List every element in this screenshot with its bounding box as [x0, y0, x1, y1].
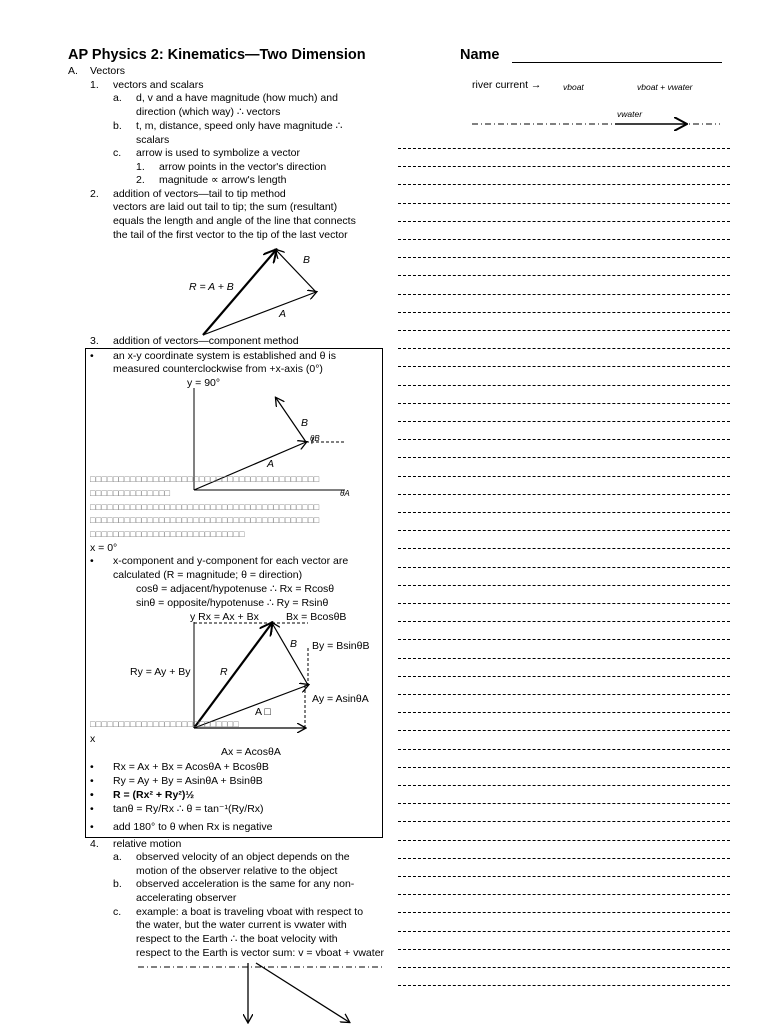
answer-line[interactable] — [398, 840, 730, 841]
rx-label: y Rx = Ax + Bx — [190, 611, 259, 623]
answer-line[interactable] — [398, 239, 730, 240]
bullet-eq4: • — [90, 803, 94, 815]
answer-line[interactable] — [398, 567, 730, 568]
sin-definition: sinθ = opposite/hypotenuse ∴ Ry = Rsinθ — [136, 597, 329, 609]
eq-r: R = (Rx² + Ry²)½ — [113, 789, 195, 801]
item4-c-line3: respect to the Earth ∴ the boat velocity with — [136, 933, 338, 945]
answer-line[interactable] — [398, 494, 730, 495]
item4-num: 4. — [90, 838, 99, 850]
river-current-label: river current → — [472, 79, 542, 91]
item1-a-label: a. — [113, 92, 122, 104]
answer-line[interactable] — [398, 894, 730, 895]
x-axis-label: x = 0° — [90, 542, 118, 554]
answer-line[interactable] — [398, 184, 730, 185]
answer-line[interactable] — [398, 257, 730, 258]
item4-c-line4: respect to the Earth is vector sum: v = vboat + vwater — [136, 947, 385, 959]
missing-glyphs-5: □□□□□□□□□□□□□□□□□□□□□□□□□□□ — [90, 529, 245, 539]
answer-line[interactable] — [398, 348, 730, 349]
answer-line[interactable] — [398, 166, 730, 167]
answer-line[interactable] — [398, 330, 730, 331]
answer-line[interactable] — [398, 366, 730, 367]
bullet2-line2: calculated (R = magnitude; θ = direction) — [113, 569, 303, 581]
item4-c-label: c. — [113, 906, 122, 918]
answer-line[interactable] — [398, 767, 730, 768]
item2-line2: equals the length and angle of the line that connects — [113, 215, 356, 227]
diagram-a-label: A — [279, 308, 287, 320]
answer-line[interactable] — [398, 548, 730, 549]
answer-line[interactable] — [398, 749, 730, 750]
answer-line[interactable] — [398, 603, 730, 604]
axes-a-label: A — [267, 458, 275, 470]
answer-line[interactable] — [398, 658, 730, 659]
bullet1-line1: an x-y coordinate system is established and θ is — [113, 350, 336, 362]
name-label: Name — [460, 47, 500, 63]
answer-line[interactable] — [398, 967, 730, 968]
answer-line[interactable] — [398, 621, 730, 622]
item4-b-label: b. — [113, 878, 122, 890]
answer-line[interactable] — [398, 385, 730, 386]
answer-line[interactable] — [398, 694, 730, 695]
section-a-title: Vectors — [90, 65, 126, 77]
by-label: By = BsinθB — [312, 640, 370, 652]
item2-num: 2. — [90, 188, 99, 200]
components-x-label: x — [90, 733, 96, 745]
answer-line[interactable] — [398, 203, 730, 204]
item1-c1-text: arrow points in the vector's direction — [159, 161, 327, 173]
bullet1-line2: measured counterclockwise from +x-axis (0°) — [113, 363, 323, 375]
item1-c-line1: arrow is used to symbolize a vector — [136, 147, 300, 159]
answer-line[interactable] — [398, 912, 730, 913]
item2-line3: the tail of the first vector to the tip of the last vector — [113, 229, 348, 241]
theta-a-label: θA — [340, 489, 350, 498]
item1-c1-label: 1. — [136, 161, 145, 173]
answer-line[interactable] — [398, 421, 730, 422]
answer-line[interactable] — [398, 712, 730, 713]
item1-b-line2: scalars — [136, 134, 170, 146]
answer-line[interactable] — [398, 949, 730, 950]
v-boat-label: vboat — [563, 82, 584, 92]
item1-b-label: b. — [113, 120, 122, 132]
answer-line[interactable] — [398, 730, 730, 731]
answer-line[interactable] — [398, 985, 730, 986]
bullet2-line1: x-component and y-component for each vector are — [113, 555, 349, 567]
y-axis-label: y = 90° — [187, 377, 221, 389]
diagram-r-label: R = A + B — [189, 281, 234, 293]
missing-glyphs-1: □□□□□□□□□□□□□□□□□□□□□□□□□□□□□□□□□□□□□□□□ — [90, 474, 320, 484]
item4-c-line2: the water, but the water current is vwater with — [136, 919, 347, 931]
missing-glyphs-6: □□□□□□□□□□□□□□□□□□□□□□□□□□ — [90, 719, 240, 729]
item3-title: addition of vectors—component method — [113, 335, 299, 347]
ax-label: Ax = AcosθA — [221, 746, 281, 758]
v-sum-label: vboat + vwater — [637, 82, 693, 92]
answer-line[interactable] — [398, 530, 730, 531]
missing-glyphs-4: □□□□□□□□□□□□□□□□□□□□□□□□□□□□□□□□□□□□□□□□ — [90, 515, 320, 525]
item4-b-line2: accelerating observer — [136, 892, 237, 904]
eq-ry: Ry = Ay + By = AsinθA + BsinθB — [113, 775, 263, 787]
answer-line[interactable] — [398, 457, 730, 458]
item2-line1: vectors are laid out tail to tip; the sum (resultant) — [113, 201, 338, 213]
page-title: AP Physics 2: Kinematics—Two Dimension — [68, 47, 366, 63]
answer-line[interactable] — [398, 148, 730, 149]
bx-label: Bx = BcosθB — [286, 611, 347, 623]
v-water-label: vwater — [617, 109, 643, 119]
item2-title: addition of vectors—tail to tip method — [113, 188, 286, 200]
bullet-eq2: • — [90, 775, 94, 787]
bullet-eq5: • — [90, 821, 94, 833]
answer-line[interactable] — [398, 931, 730, 932]
item4-a-line2: motion of the observer relative to the object — [136, 865, 338, 877]
section-a-label: A. — [68, 65, 78, 77]
axes-b-label: B — [301, 417, 309, 429]
theta-b-label: θB — [310, 434, 320, 443]
eq-tan: tanθ = Ry/Rx ∴ θ = tan⁻¹(Ry/Rx) — [113, 803, 264, 815]
missing-glyphs-3: □□□□□□□□□□□□□□□□□□□□□□□□□□□□□□□□□□□□□□□□ — [90, 502, 320, 512]
missing-glyphs-2: □□□□□□□□□□□□□□ — [90, 488, 171, 498]
item4-b-line1: observed acceleration is the same for any non- — [136, 878, 355, 890]
bullet-eq3: • — [90, 789, 94, 801]
bullet-eq1: • — [90, 761, 94, 773]
answer-line[interactable] — [398, 676, 730, 677]
item4-a-label: a. — [113, 851, 122, 863]
components-r-label: R — [220, 666, 228, 678]
answer-line[interactable] — [398, 275, 730, 276]
item1-num: 1. — [90, 79, 99, 91]
diagram-b-label: B — [303, 254, 311, 266]
answer-line[interactable] — [398, 821, 730, 822]
answer-line[interactable] — [398, 312, 730, 313]
bullet-2: • — [90, 555, 94, 567]
item4-a-line1: observed velocity of an object depends on the — [136, 851, 350, 863]
item1-c2-text: magnitude ∝ arrow's length — [159, 174, 287, 186]
item4-title: relative motion — [113, 838, 182, 850]
eq-rx: Rx = Ax + Bx = AcosθA + BcosθB — [113, 761, 269, 773]
answer-line[interactable] — [398, 221, 730, 222]
answer-line[interactable] — [398, 639, 730, 640]
answer-line[interactable] — [398, 294, 730, 295]
item1-a-line2: direction (which way) ∴ vectors — [136, 106, 281, 118]
bullet-1: • — [90, 350, 94, 362]
answer-line[interactable] — [398, 439, 730, 440]
item1-c2-label: 2. — [136, 174, 145, 186]
ay-label: Ay = AsinθA — [312, 693, 369, 705]
eq-add-180: add 180° to θ when Rx is negative — [113, 821, 273, 833]
answer-line[interactable] — [398, 803, 730, 804]
item1-b-line1: t, m, distance, speed only have magnitude ∴ — [136, 120, 343, 132]
answer-line[interactable] — [398, 403, 730, 404]
components-a-label: A □ — [255, 706, 271, 718]
components-b-label: B — [290, 638, 298, 650]
answer-line[interactable] — [398, 512, 730, 513]
cos-definition: cosθ = adjacent/hypotenuse ∴ Rx = Rcosθ — [136, 583, 335, 595]
ry-label: Ry = Ay + By — [130, 666, 191, 678]
answer-line[interactable] — [398, 476, 730, 477]
item1-a-line1: d, v and a have magnitude (how much) and — [136, 92, 338, 104]
item1-title: vectors and scalars — [113, 79, 204, 91]
item1-c-label: c. — [113, 147, 122, 159]
item4-c-line1: example: a boat is traveling vboat with respect to — [136, 906, 364, 918]
answer-line[interactable] — [398, 585, 730, 586]
answer-line[interactable] — [398, 785, 730, 786]
answer-line[interactable] — [398, 858, 730, 859]
item3-num: 3. — [90, 335, 99, 347]
answer-line[interactable] — [398, 876, 730, 877]
